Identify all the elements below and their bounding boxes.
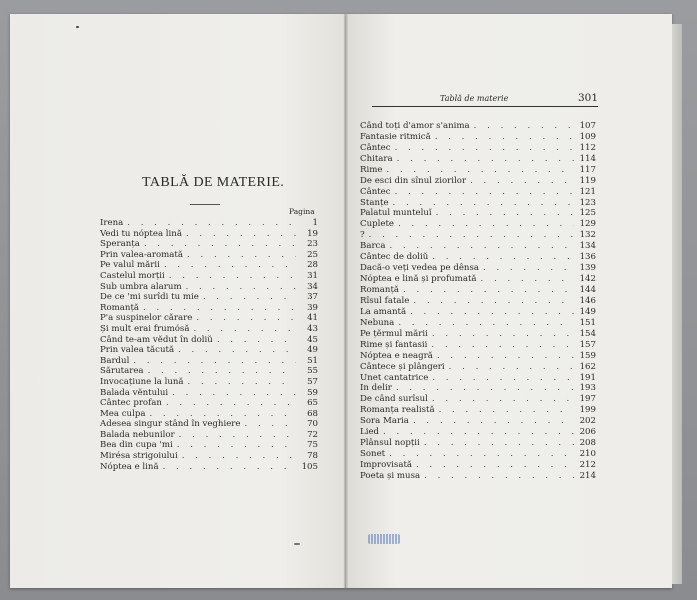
toc-entry-page: 199	[579, 405, 596, 416]
toc-entry-title: Sonet	[360, 449, 386, 460]
dot-leader	[145, 409, 296, 420]
dot-leader	[382, 165, 574, 176]
toc-entry-page: 117	[579, 164, 596, 175]
toc-entry	[100, 324, 318, 335]
toc-entry-title: Rîsul fatale	[360, 295, 410, 306]
dot-leader	[189, 324, 296, 335]
dot-leader	[409, 296, 574, 307]
toc-entry-title: Chitara	[360, 153, 393, 164]
toc-entry-title: Fantasie ritmică	[360, 131, 431, 142]
toc-entry-title: P'a suspinelor cărare	[100, 313, 193, 324]
toc-entry-page: 144	[579, 285, 596, 296]
toc-entry	[360, 416, 596, 427]
toc-entry	[360, 132, 596, 143]
toc-entry	[100, 440, 318, 451]
toc-entry	[360, 460, 596, 471]
toc-entry	[360, 143, 596, 154]
dot-leader	[392, 383, 574, 394]
toc-entry-page: 41	[307, 313, 318, 324]
toc-entry-title: Unet cantatrice	[360, 372, 429, 383]
toc-entry-title: Palatul munteluĭ	[360, 208, 432, 219]
dot-leader	[168, 388, 296, 399]
toc-entry-page: 159	[579, 350, 596, 361]
toc-entry-page: 23	[307, 239, 318, 250]
dot-leader	[144, 366, 296, 377]
dot-leader	[428, 329, 574, 340]
dot-leader	[139, 303, 296, 314]
toc-entry-title: Sora Maria	[360, 416, 409, 427]
dot-leader	[385, 449, 574, 460]
toc-entry-page: 28	[307, 260, 318, 271]
toc-entry-title: Mea culpa	[100, 408, 146, 419]
toc-entry	[100, 282, 318, 293]
dot-leader	[428, 252, 574, 263]
toc-entry-title: Pe valul mării	[100, 260, 160, 271]
toc-entry	[360, 318, 596, 329]
blue-stamp	[368, 534, 400, 544]
toc-entry-page: 119	[579, 175, 596, 186]
toc-entry	[360, 198, 596, 209]
toc-entry	[100, 229, 318, 240]
dot-leader	[394, 219, 574, 230]
toc-entry	[360, 285, 596, 296]
toc-entry	[360, 121, 596, 132]
toc-entry-page: 114	[579, 153, 596, 164]
toc-entry-title: Castelul morții	[100, 270, 165, 281]
toc-entry	[100, 345, 318, 356]
toc-entry	[360, 405, 596, 416]
title-rule	[190, 204, 220, 205]
dot-leader	[420, 438, 574, 449]
toc-entry	[360, 230, 596, 241]
toc-entry	[100, 313, 318, 324]
toc-entry-page: 70	[307, 419, 318, 430]
toc-title: TABLĂ DE MATERIE.	[142, 175, 285, 190]
dot-leader	[391, 143, 574, 154]
toc-entry-title: De ce 'mi surîdi tu mie	[100, 292, 199, 303]
toc-entry	[100, 366, 318, 377]
toc-entry-title: Cântec	[360, 142, 391, 153]
dot-leader	[412, 460, 574, 471]
toc-left-list	[100, 218, 318, 472]
dot-leader	[391, 187, 574, 198]
dot-leader	[428, 394, 574, 405]
toc-entry-title: Romanță	[100, 302, 140, 313]
dot-leader	[165, 271, 296, 282]
toc-entry	[360, 165, 596, 176]
toc-entry-page: 206	[579, 427, 596, 438]
toc-entry	[360, 187, 596, 198]
toc-entry	[360, 154, 596, 165]
toc-entry	[100, 377, 318, 388]
toc-entry-title: Prin valea-aromată	[100, 249, 184, 260]
dot-leader	[432, 208, 574, 219]
dot-leader	[192, 313, 296, 324]
toc-entry	[100, 398, 318, 409]
toc-entry-page: 208	[579, 438, 596, 449]
dot-leader	[393, 154, 574, 165]
ink-mark	[76, 26, 79, 28]
dot-leader	[379, 427, 574, 438]
dot-leader	[129, 356, 296, 367]
dot-leader	[160, 260, 296, 271]
pagina-label: Pagina	[289, 207, 315, 216]
toc-entry	[100, 409, 318, 420]
toc-entry-title: Nóptea e lină	[100, 461, 159, 472]
page-number: 301	[578, 92, 599, 104]
toc-entry-title: Cântece și plângeri	[360, 361, 445, 372]
toc-entry	[100, 239, 318, 250]
dot-leader	[175, 430, 296, 441]
dot-leader	[173, 440, 296, 451]
toc-entry-page: 19	[307, 228, 318, 239]
dot-leader	[466, 176, 574, 187]
toc-entry-title: Stanțe	[360, 197, 389, 208]
toc-entry-page: 59	[307, 387, 318, 398]
toc-entry-title: Nóptea e neagră	[360, 350, 433, 361]
toc-entry-title: Și mult erai frumósă	[100, 323, 190, 334]
toc-entry-page: 214	[579, 470, 596, 481]
toc-entry-title: Bardul	[100, 355, 130, 366]
dot-leader	[389, 198, 574, 209]
toc-entry-title: Barca	[360, 241, 386, 252]
toc-entry-page: 121	[579, 186, 596, 197]
toc-entry-title: Cântec de doliŭ	[360, 252, 429, 263]
dot-leader	[477, 274, 574, 285]
dot-leader	[178, 451, 296, 462]
toc-entry-page: 68	[307, 408, 318, 419]
toc-entry-title: Adesea singur stând în veghiere	[100, 419, 241, 430]
toc-entry-page: 75	[307, 440, 318, 451]
toc-entry	[100, 271, 318, 282]
toc-entry-page: 39	[307, 302, 318, 313]
dot-leader	[394, 318, 574, 329]
toc-entry	[360, 449, 596, 460]
toc-entry-page: 162	[579, 361, 596, 372]
dot-leader	[159, 462, 296, 473]
toc-entry-page: 151	[579, 317, 596, 328]
toc-entry-title: Sărutarea	[100, 366, 144, 377]
toc-entry	[360, 384, 596, 395]
dot-leader	[365, 230, 574, 241]
toc-entry-page: 1	[312, 218, 318, 228]
dot-leader	[435, 405, 574, 416]
dot-leader	[420, 471, 574, 482]
toc-entry-title: Invocațiune la lună	[100, 376, 184, 387]
toc-entry-title: Speranța	[100, 239, 140, 250]
toc-entry	[360, 176, 596, 187]
toc-entry-page: 43	[307, 323, 318, 334]
dot-leader	[183, 250, 296, 261]
toc-entry	[360, 219, 596, 230]
toc-entry-title: Cântec	[360, 186, 391, 197]
toc-entry-page: 72	[307, 429, 318, 440]
toc-entry-title: Romanță	[360, 285, 400, 296]
dot-leader	[433, 351, 574, 362]
toc-entry	[360, 209, 596, 220]
toc-entry-title: Cuplete	[360, 219, 394, 230]
toc-entry	[100, 218, 318, 229]
dot-leader	[409, 416, 574, 427]
toc-entry-page: 45	[307, 334, 318, 345]
toc-entry-title: Nóptea e lină și profumată	[360, 274, 477, 285]
toc-entry-title: Când toți d'amor s'anima	[360, 120, 470, 131]
toc-entry-title: Lied	[360, 427, 380, 438]
toc-entry	[360, 252, 596, 263]
dot-leader	[199, 292, 296, 303]
toc-entry-title: Balada nebunilor	[100, 429, 175, 440]
dot-leader	[123, 218, 296, 229]
toc-entry-title: Irena	[100, 218, 124, 228]
toc-entry-title: Rime și fantasii	[360, 339, 428, 350]
toc-entry	[360, 394, 596, 405]
toc-entry	[360, 263, 596, 274]
toc-entry	[100, 260, 318, 271]
dot-leader	[479, 263, 574, 274]
dot-leader	[399, 285, 574, 296]
toc-entry-page: 107	[579, 120, 596, 131]
toc-entry-page: 146	[579, 295, 596, 306]
dot-leader	[428, 373, 574, 384]
toc-entry-title: Bea din cupa 'mi	[100, 440, 173, 451]
toc-entry-title: Improvisată	[360, 460, 413, 471]
toc-entry-page: 132	[579, 230, 596, 241]
toc-entry-title: Vedi tu nóptea lină	[100, 228, 182, 239]
dot-leader	[385, 241, 574, 252]
toc-entry-title: In delir	[360, 383, 392, 394]
toc-right-list	[360, 121, 596, 482]
toc-entry	[360, 362, 596, 373]
toc-entry-page: 142	[579, 274, 596, 285]
toc-entry-page: 197	[579, 394, 596, 405]
toc-entry-title: Prin valea tăcută	[100, 345, 175, 356]
toc-entry-title: Când te-am vĕdut în doliŭ	[100, 334, 213, 345]
toc-entry	[100, 419, 318, 430]
toc-entry-page: 191	[579, 372, 596, 383]
toc-entry-page: 49	[307, 345, 318, 356]
dot-leader	[162, 398, 296, 409]
toc-entry-page: 105	[301, 461, 318, 472]
toc-entry-page: 210	[579, 449, 596, 460]
toc-entry-page: 55	[307, 366, 318, 377]
dot-leader	[431, 132, 574, 143]
toc-entry-title: ?	[360, 230, 365, 241]
toc-entry-page: 139	[579, 263, 596, 274]
page-edges	[672, 24, 682, 584]
header-rule	[372, 106, 598, 107]
toc-entry-page: 57	[307, 376, 318, 387]
dot-leader	[182, 282, 296, 293]
dot-leader	[241, 419, 297, 430]
dot-leader	[470, 121, 574, 132]
toc-entry-page: 78	[307, 451, 318, 462]
toc-entry	[100, 451, 318, 462]
toc-entry-page: 51	[307, 355, 318, 366]
toc-entry-title: Poeta și musa	[360, 470, 421, 481]
toc-entry	[360, 274, 596, 285]
toc-entry-title: Rime	[360, 164, 383, 175]
toc-entry-page: 129	[579, 219, 596, 230]
toc-entry	[360, 340, 596, 351]
toc-entry	[100, 430, 318, 441]
toc-entry-title: De când surîsul	[360, 394, 428, 405]
toc-entry-title: Pe țĕrmul mării	[360, 328, 428, 339]
dot-leader	[213, 335, 296, 346]
toc-entry-page: 154	[579, 328, 596, 339]
running-header: Tablă de materie	[440, 94, 509, 103]
dot-leader	[182, 229, 296, 240]
toc-entry	[360, 241, 596, 252]
dot-leader	[445, 362, 574, 373]
toc-entry-page: 109	[579, 131, 596, 142]
toc-entry-page: 193	[579, 383, 596, 394]
toc-entry-title: Mirésa strigoiului	[100, 451, 178, 462]
book-gutter	[344, 14, 348, 588]
toc-entry	[100, 388, 318, 399]
toc-entry-page: 212	[579, 460, 596, 471]
toc-entry-title: Dacă-o veți vedea pe dênsa	[360, 263, 479, 274]
toc-entry	[100, 250, 318, 261]
toc-entry-page: 134	[579, 241, 596, 252]
ink-mark	[294, 543, 300, 545]
toc-entry-page: 65	[307, 398, 318, 409]
dot-leader	[174, 345, 296, 356]
toc-entry-page: 37	[307, 292, 318, 303]
toc-entry-title: Plânsul nopții	[360, 438, 420, 449]
toc-entry-title: La amantă	[360, 306, 407, 317]
dot-leader	[406, 307, 574, 318]
toc-entry-title: De esci din sînul ziorilor	[360, 175, 467, 186]
toc-entry-page: 136	[579, 252, 596, 263]
toc-entry-title: Balada vĕntului	[100, 387, 169, 398]
toc-entry	[360, 438, 596, 449]
toc-entry-title: Sub umbra alarum	[100, 281, 182, 292]
toc-entry	[360, 329, 596, 340]
toc-entry	[100, 356, 318, 367]
toc-entry-title: Nebuna	[360, 317, 395, 328]
toc-entry	[100, 335, 318, 346]
toc-entry	[100, 292, 318, 303]
toc-entry-page: 34	[307, 281, 318, 292]
dot-leader	[184, 377, 296, 388]
toc-entry-page: 157	[579, 339, 596, 350]
toc-entry-page: 149	[579, 306, 596, 317]
dot-leader	[140, 239, 296, 250]
toc-entry	[100, 462, 318, 473]
dot-leader	[427, 340, 574, 351]
toc-entry	[100, 303, 318, 314]
toc-entry-page: 112	[579, 142, 596, 153]
toc-entry-page: 125	[579, 208, 596, 219]
toc-entry-title: Cântec profan	[100, 398, 162, 409]
toc-entry	[360, 307, 596, 318]
toc-entry-page: 31	[307, 270, 318, 281]
toc-entry-page: 202	[579, 416, 596, 427]
toc-entry	[360, 296, 596, 307]
toc-entry-page: 123	[579, 197, 596, 208]
toc-entry-page: 25	[307, 249, 318, 260]
toc-entry	[360, 351, 596, 362]
toc-entry	[360, 373, 596, 384]
toc-entry	[360, 471, 596, 482]
toc-entry	[360, 427, 596, 438]
toc-entry-title: Romanța realistă	[360, 405, 435, 416]
